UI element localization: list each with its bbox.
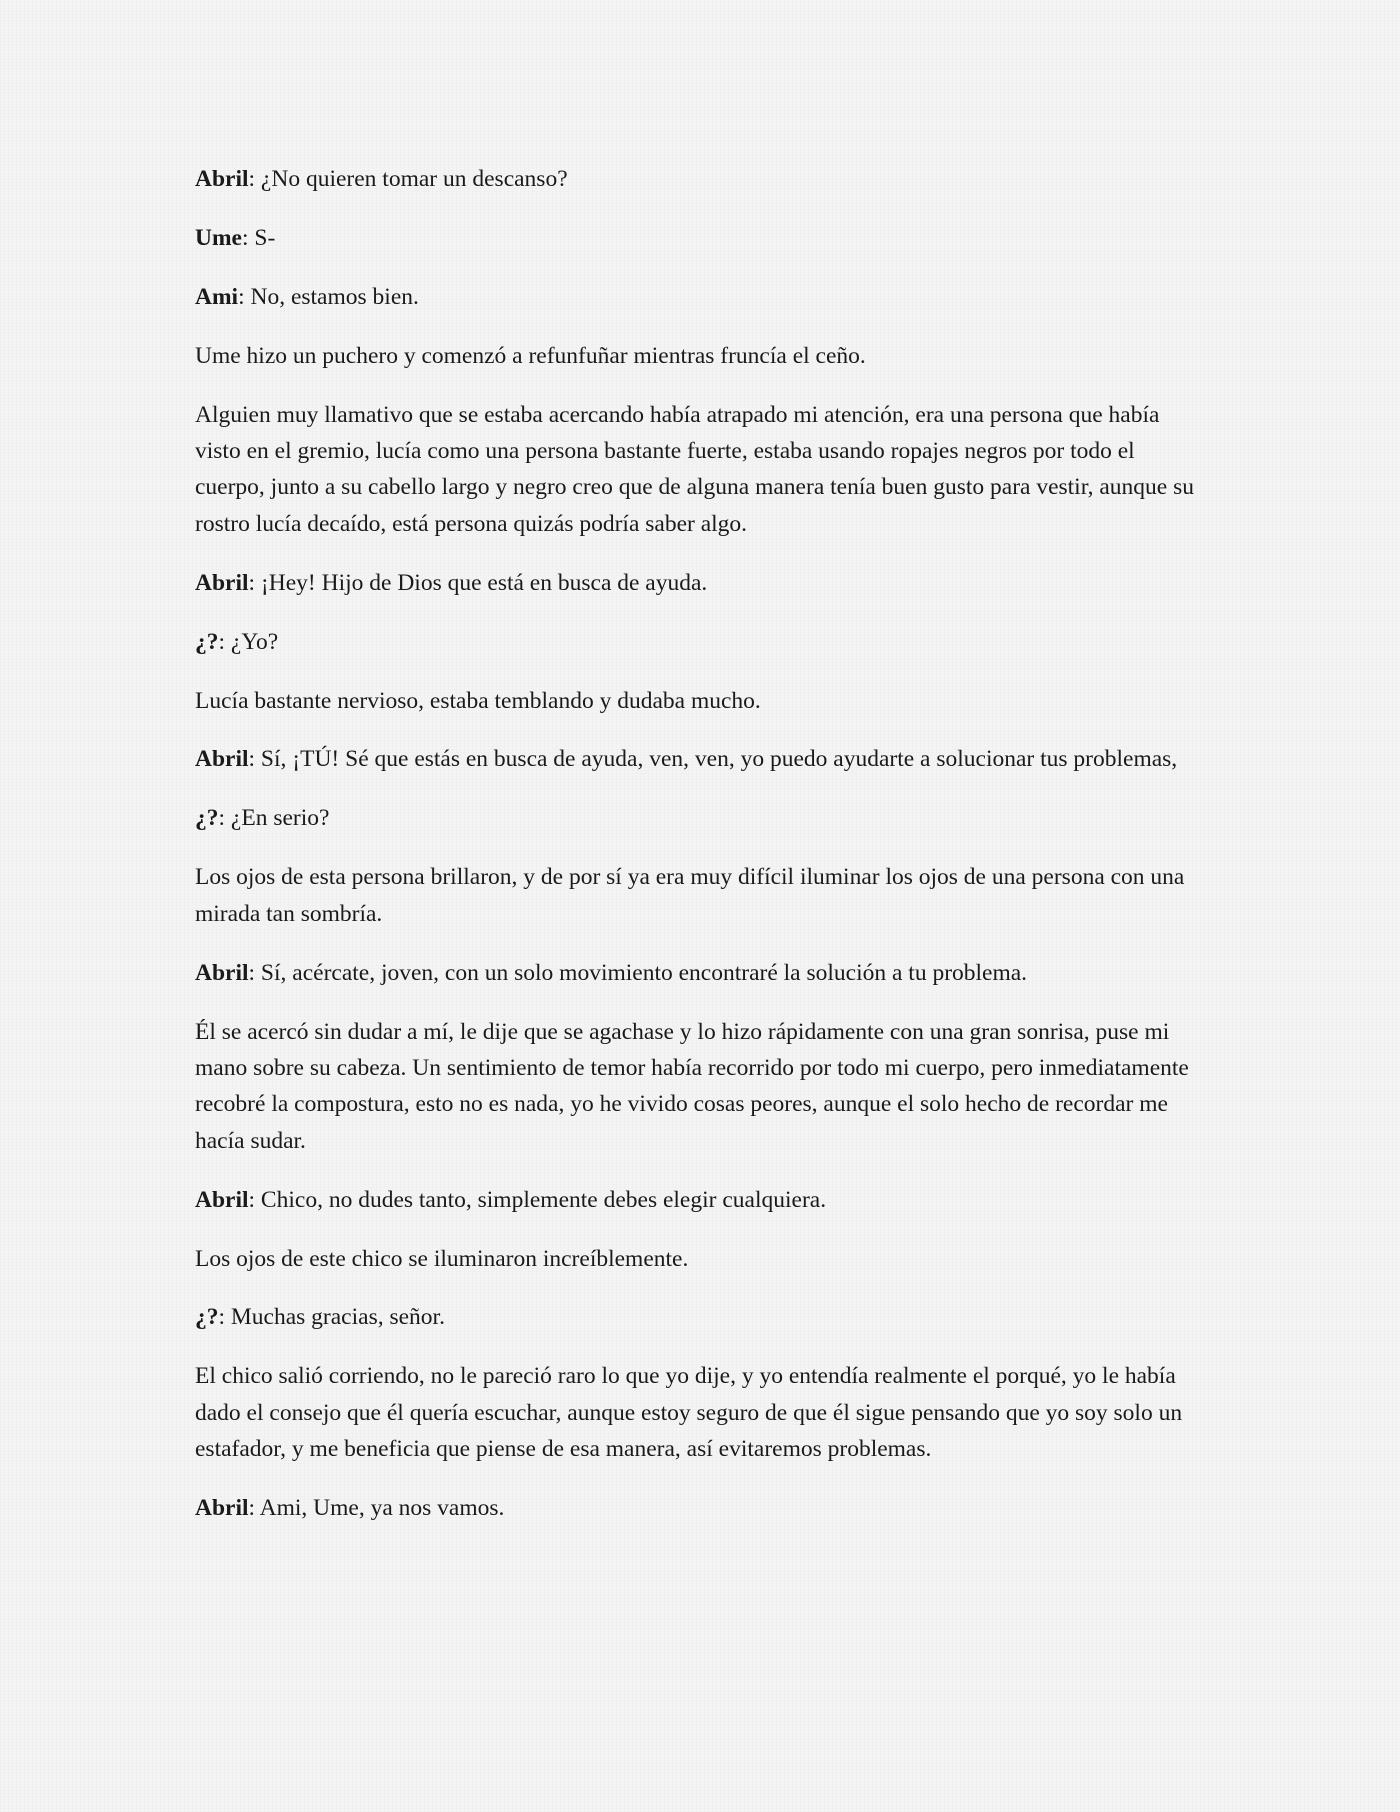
speaker-name: Ume: [195, 224, 242, 251]
dialogue-line: [195, 1182, 1210, 1218]
paragraph-text: : Ami, Ume, ya nos vamos.: [248, 1495, 505, 1522]
dialogue-line: [195, 161, 1210, 197]
paragraph-text: Él se acercó sin dudar a mí, le dije que se agachase y lo hizo rápidamente con una gran sonrisa, puse mi mano sobre su cabeza. Un sentimiento de temor había recorrido por todo mi cuerpo, pero inmediatamente recobré la compostura, esto no es nada, yo he vivido cosas peores, aunque el solo hecho de recordar me hacía sudar.: [195, 1018, 1189, 1154]
dialogue-line: [195, 1299, 1210, 1335]
narration-paragraph: [195, 1014, 1210, 1160]
speaker-name: ¿?: [195, 805, 219, 832]
dialogue-line: [195, 279, 1210, 315]
narration-paragraph: [195, 1358, 1210, 1467]
narration-paragraph: [195, 338, 1210, 374]
narration-paragraph: [195, 1241, 1210, 1277]
narration-paragraph: [195, 683, 1210, 719]
paragraph-text: El chico salió corriendo, no le pareció raro lo que yo dije, y yo entendía realmente el porqué, yo le había dado el consejo que él quería escuchar, aunque estoy seguro de que él sigue pensando que yo soy solo un estafador, y me beneficia que piense de esa manera, así evitaremos problemas.: [195, 1363, 1183, 1463]
narration-paragraph: [195, 397, 1210, 543]
dialogue-line: [195, 1490, 1210, 1526]
dialogue-line: [195, 741, 1210, 777]
paragraph-text: : Sí, acércate, joven, con un solo movimiento encontraré la solución a tu problema.: [248, 959, 1028, 986]
dialogue-line: [195, 800, 1210, 836]
paragraph-text: : No, estamos bien.: [238, 283, 419, 310]
speaker-name: Abril: [195, 959, 249, 986]
dialogue-line: [195, 565, 1210, 601]
paragraph-text: Los ojos de esta persona brillaron, y de por sí ya era muy difícil iluminar los ojos de una persona con una mirada tan sombría.: [195, 864, 1185, 927]
speaker-name: Abril: [195, 746, 249, 773]
paragraph-text: Los ojos de este chico se iluminaron increíblemente.: [195, 1245, 689, 1272]
paragraph-text: : Muchas gracias, señor.: [218, 1304, 445, 1331]
paragraph-text: Alguien muy llamativo que se estaba acercando había atrapado mi atención, era una persona que había visto en el gremio, lucía como una persona bastante fuerte, estaba usando ropajes negros por todo el cuerpo, junto a su cabello largo y negro creo que de alguna manera tenía buen gusto para vestir, aunque su rostro lucía decaído, está persona quizás podría saber algo.: [195, 401, 1194, 537]
paragraph-text: : S-: [241, 224, 276, 251]
narration-paragraph: [195, 859, 1210, 932]
paragraph-text: : Chico, no dudes tanto, simplemente debes elegir cualquiera.: [248, 1186, 827, 1213]
paragraph-text: : Sí, ¡TÚ! Sé que estás en busca de ayuda, ven, ven, yo puedo ayudarte a solucionar tus problemas,: [248, 746, 1178, 773]
paragraph-text: Lucía bastante nervioso, estaba temblando y dudaba mucho.: [195, 687, 761, 714]
paragraph-text: : ¡Hey! Hijo de Dios que está en busca de ayuda.: [248, 569, 708, 596]
speaker-name: Abril: [195, 569, 249, 596]
dialogue-line: [195, 955, 1210, 991]
speaker-name: Abril: [195, 166, 249, 192]
speaker-name: ¿?: [195, 1304, 219, 1331]
dialogue-line: [195, 624, 1210, 660]
speaker-name: Abril: [195, 1495, 249, 1522]
paragraph-text: : ¿Yo?: [218, 628, 279, 655]
paragraph-text: Ume hizo un puchero y comenzó a refunfuñar mientras fruncía el ceño.: [195, 342, 866, 369]
paragraph-text: : ¿En serio?: [218, 805, 330, 832]
speaker-name: Ami: [195, 283, 239, 310]
paragraph-text: : ¿No quieren tomar un descanso?: [248, 166, 568, 192]
dialogue-line: [195, 220, 1210, 256]
speaker-name: ¿?: [195, 628, 219, 655]
speaker-name: Abril: [195, 1186, 249, 1213]
